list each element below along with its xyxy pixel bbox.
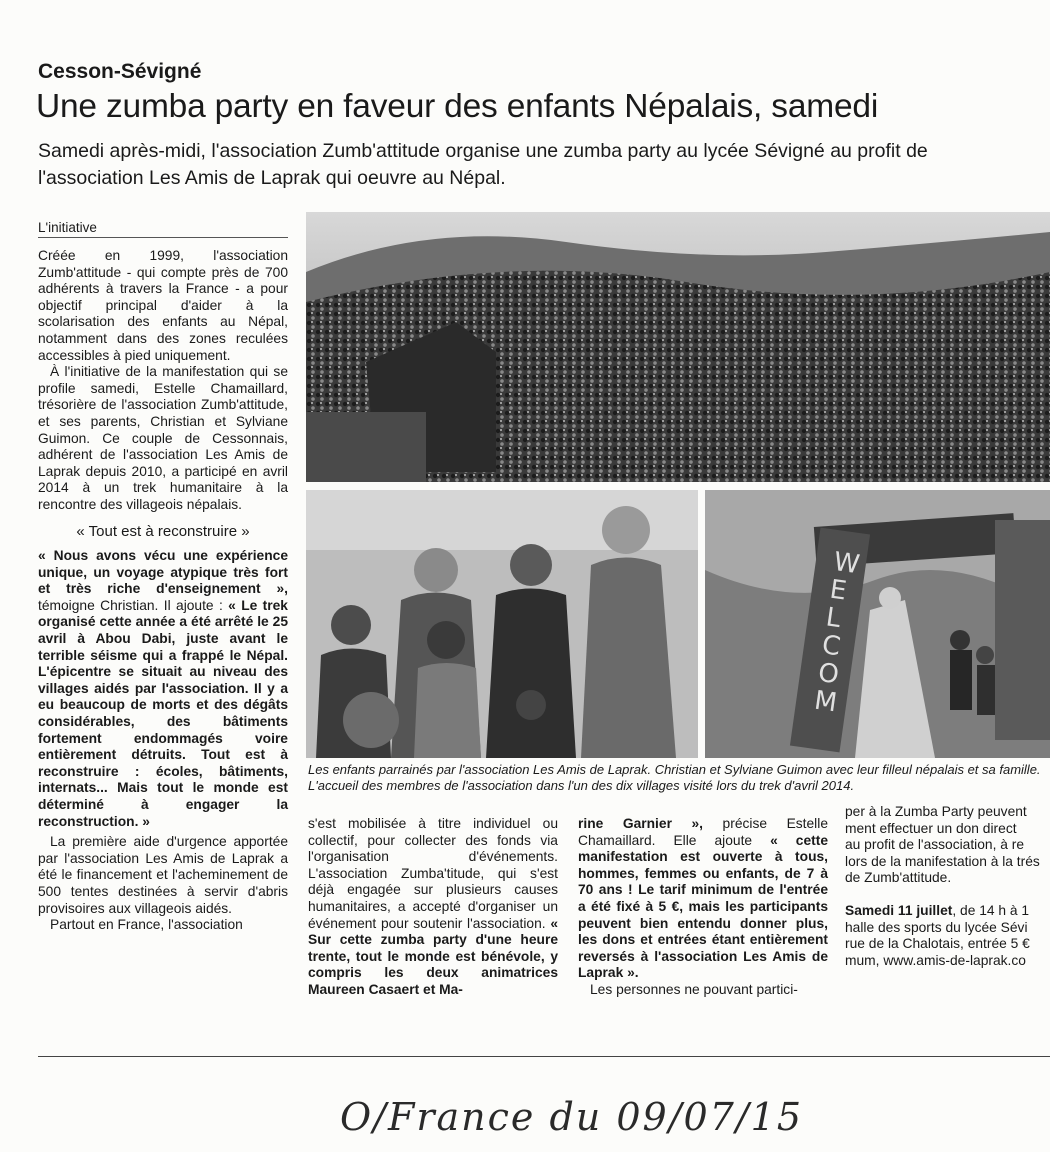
article-column-4 [845, 804, 1050, 969]
text-line: per à la Zumba Party peuvent [845, 804, 1027, 819]
body-text: s'est mobilisée à titre individuel ou collectif, pour collecter des fonds via l'organisation d'événements. L'association Zumba'titude, qui s'est déjà engagée sur plusieurs causes humanitaires, a accepté d'organiser un événement pour soutenir l'association. [308, 816, 558, 931]
quote-text: rine Garnier », [578, 816, 703, 831]
rubric-label: L'initiative [38, 220, 288, 238]
quote-text: « cette manifestation est ouverte à tous, hommes, femmes ou enfants, de 7 à 70 ans ! Le tarif minimum de l'entrée a été fixé à 5 €, mais les participants peuvent bien entendu donner plus, les dons et entrées étant entièrement reversés à l'association Les Amis de Laprak ». [578, 832, 828, 981]
photo-family-portrait [306, 490, 698, 758]
article-column-2 [308, 816, 558, 999]
text-line: mum, www.amis-de-laprak.co [845, 952, 1026, 968]
article-column-1 [38, 248, 288, 934]
quote-paragraph [38, 548, 288, 830]
quote-text: « Nous avons vécu une expérience unique, un voyage atypique très fort et très riche d'enseignement », [38, 548, 288, 597]
handwritten-source-note: O/France du 09/07/15 [340, 1095, 804, 1139]
paragraph: À l'initiative de la manifestation qui se profile samedi, Estelle Chamaillard, trésorière de l'association Zumb'attitude, et ses parents, Christian et Sylviane Guimon. Ce couple de Cessonnais, adhérent de l'association Les Amis de Laprak depuis 2010, a participé en avril 2014 à un trek humanitaire à la rencontre des villageois népalais. [38, 364, 288, 512]
paragraph: Partout en France, l'association [50, 917, 243, 933]
photo-caption: Les enfants parrainés par l'association Les Amis de Laprak. Christian et Sylviane Guimon avec leur filleul népalais et sa famille. L'accueil des membres de l'association dans l'un des dix villages visité lors du trek d'avril 2014. [308, 762, 1041, 793]
text-line: au profit de l'association, à re [845, 837, 1025, 853]
paragraph: Les personnes ne pouvant partici- [590, 981, 798, 997]
paragraph: Créée en 1999, l'association Zumb'attitude - qui compte près de 700 adhérents à travers la France - a pour objectif principal d'aider à la scolarisation des enfants au Népal, notamment dans des zones reculées accessibles à pied uniquement. [38, 248, 288, 363]
location-kicker: Cesson-Sévigné [38, 60, 202, 83]
photo-welcome-village [705, 490, 1050, 758]
event-date: Samedi 11 juillet [845, 902, 953, 918]
text-line: rue de la Chalotais, entrée 5 € [845, 936, 1030, 952]
quote-text: « Le trek organisé cette année a été arrêté le 25 avril à Abou Dabi, juste avant le terrible séisme qui a frappé le Népal. L'épicentre se situait au niveau des villages aidés par l'association. Il y a eu beaucoup de morts et des dégâts considérables, des bâtiments fortement endommagés voire entièrement détruits. Tout est à reconstruire : écoles, bâtiments, internats... Mais tout le monde est déterminé à engager la reconstruction. » [38, 597, 288, 829]
banner-text: WELCOM [812, 546, 862, 719]
paragraph [578, 816, 828, 982]
article-column-3 [578, 816, 828, 999]
text-line [845, 903, 1050, 920]
quote-text: « Sur cette zumba party d'une heure trente, tout le monde est bénévole, y compris les deux animatrices Maureen Casaert et Ma- [308, 915, 558, 997]
text-line: halle des sports du lycée Sévi [845, 919, 1028, 935]
footer-divider [38, 1056, 1050, 1057]
body-text: précise Estelle Chamaillard. Elle ajoute [578, 816, 828, 848]
attribution: témoigne Christian. Il ajoute : [38, 597, 229, 613]
photo-crowd-hillside [306, 212, 1050, 482]
text-line: lors de la manifestation à la trés [845, 853, 1040, 869]
headline: Une zumba party en faveur des enfants Népalais, samedi [36, 88, 879, 125]
standfirst: Samedi après-midi, l'association Zumb'attitude organise une zumba party au lycée Sévigné au profit de l'association Les Amis de Laprak qui oeuvre au Népal. [38, 140, 928, 189]
event-time: , de 14 h à 1 [952, 902, 1030, 918]
subheading: « Tout est à reconstruire » [76, 522, 250, 540]
paragraph [308, 816, 558, 999]
paragraph: La première aide d'urgence apportée par l'association Les Amis de Laprak a été le financement et l'acheminement de 500 tentes destinées à servir d'abris provisoires aux villageois aidés. [38, 834, 288, 916]
text-line: ment effectuer un don direct [845, 820, 1017, 836]
text-line: de Zumb'attitude. [845, 870, 952, 886]
